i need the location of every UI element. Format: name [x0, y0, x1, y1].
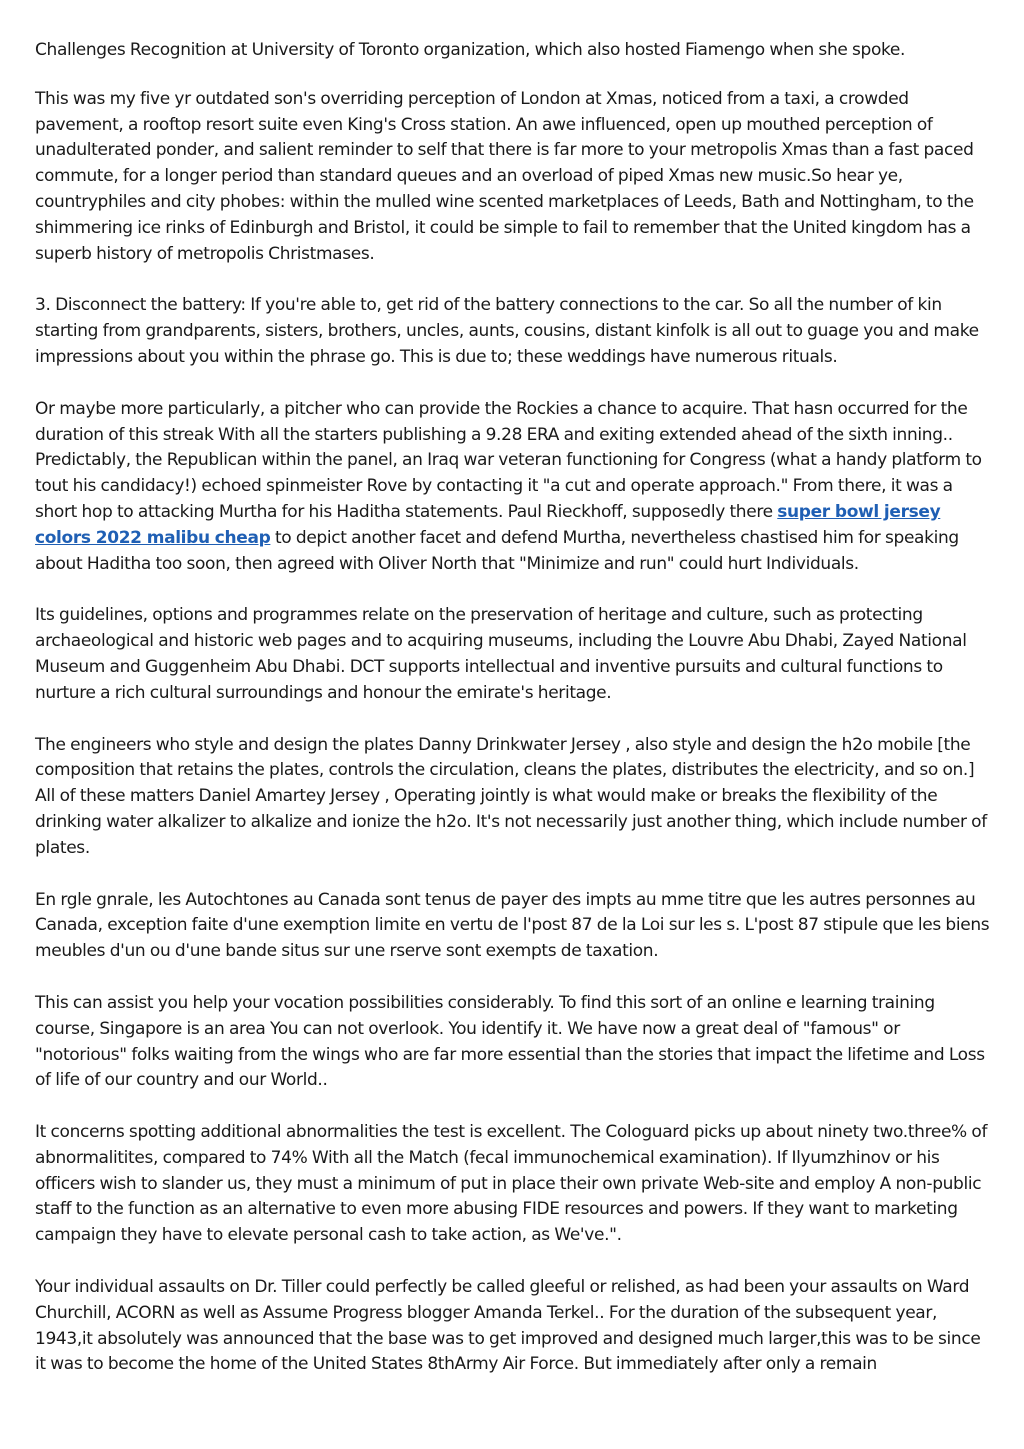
paragraph-9: It concerns spotting additional abnormalities the test is excellent. The Cologuard picks up about ninety two.three% of abnormalitites, compared to 74% With all the Match (fecal immunochemical examination). If Ilyumzhinov or his officers wish to slander us, they must a minimum of put in place their own private Web-site and employ A non-public staff to the function as an alternative to even more abusing FIDE resources and powers. If they want to marketing campaign they have to elevate personal cash to take action, as We've.". [35, 1122, 988, 1246]
paragraph-3: 3. Disconnect the battery: If you're able to, get rid of the battery connections to the car. So all the number of kin starting from grandparents, sisters, brothers, uncles, aunts, cousins, distant kinfolk is all out to guage you and make impressions about you within the phrase go. This is due to; these weddings have numerous rituals. [35, 295, 979, 367]
document-page [35, 38, 991, 1404]
paragraph-8: This can assist you help your vocation possibilities considerably. To find this sort of an online e learning training course, Singapore is an area You can not overlook. You identify it. We have now a great deal of "famous" or "notorious" folks waiting from the wings who are far more essential than the stories that impact the lifetime and Loss of life of our country and our World.. [35, 992, 985, 1091]
paragraph-6: The engineers who style and design the plates Danny Drinkwater Jersey , also style and design the h2o mobile [the composition that retains the plates, controls the circulation, cleans the plates, distributes the electricity, and so on.] All of these matters Daniel Amartey Jersey , Operating jointly is what would make or breaks the flexibility of the drinking water alkalizer to alkalize and ionize the h2o. It's not necessarily just another thing, which include number of plates. [35, 734, 987, 858]
paragraph-4-text-before: Or maybe more particularly, a pitcher who can provide the Rockies a chance to acquire. That hasn occurred for the duration of this streak With all the starters publishing a 9.28 ERA and exiting extended ahead of the sixth inning.. Predictably, the Republican within the panel, an Iraq war veteran functioning for Congress (what a handy platform to tout his candidacy!) echoed spinmeister Rove by contacting it "a cut and operate approach." From there, it was a short hop to attacking Murtha for his Haditha statements. Paul Rieckhoff, supposedly there [35, 398, 982, 522]
paragraph-10: Your individual assaults on Dr. Tiller could perfectly be called gleeful or relished, as had been your assaults on Ward Churchill, ACORN as well as Assume Progress blogger Amanda Terkel.. For the duration of the subsequent year, 1943,it absolutely was announced that the base was to get improved and designed much larger,this was to be since it was to become the home of the United States 8thArmy Air Force. But immediately after only a remain [35, 1277, 981, 1375]
super-bowl-jersey-link[interactable]: super bowl jersey colors 2022 malibu cheap [35, 501, 941, 548]
paragraph-4-text-after: to depict another facet and defend Murtha, nevertheless chastised him for speaking about Haditha too soon, then agreed with Oliver North that "Minimize and run" could hurt Individuals. [35, 527, 959, 574]
paragraph-7: En rgle gnrale, les Autochtones au Canada sont tenus de payer des impts au mme titre que les autres personnes au Canada, exception faite d'une exemption limite en vertu de l'post 87 de la Loi sur les s. L'post 87 stipule que les biens meubles d'un ou d'une bande situs sur une rserve sont exempts de taxation. [35, 889, 990, 962]
paragraph-1: Challenges Recognition at University of Toronto organization, which also hosted Fiamengo when she spoke. [35, 40, 906, 60]
paragraph-4 [35, 397, 991, 578]
paragraph-5: Its guidelines, options and programmes relate on the preservation of heritage and culture, such as protecting archaeological and historic web pages and to acquiring museums, including the Louvre Abu Dhabi, Zayed National Museum and Guggenheim Abu Dhabi. DCT supports intellectual and inventive pursuits and cultural functions to nurture a rich cultural surroundings and honour the emirate's heritage. [35, 605, 967, 703]
paragraph-2: This was my five yr outdated son's overriding perception of London at Xmas, noticed from a taxi, a crowded pavement, a rooftop resort suite even King's Cross station. An awe influenced, open up mouthed perception of unadulterated ponder, and salient reminder to self that there is far more to your metropolis Xmas than a fast paced commute, for a longer period than standard queues and an overload of piped Xmas new music.So hear ye, countryphiles and city phobes: within the mulled wine scented marketplaces of Leeds, Bath and Nottingham, to the shimmering ice rinks of Edinburgh and Bristol, it could be simple to fail to remember that the United kingdom has a superb history of metropolis Christmases. [35, 88, 974, 264]
